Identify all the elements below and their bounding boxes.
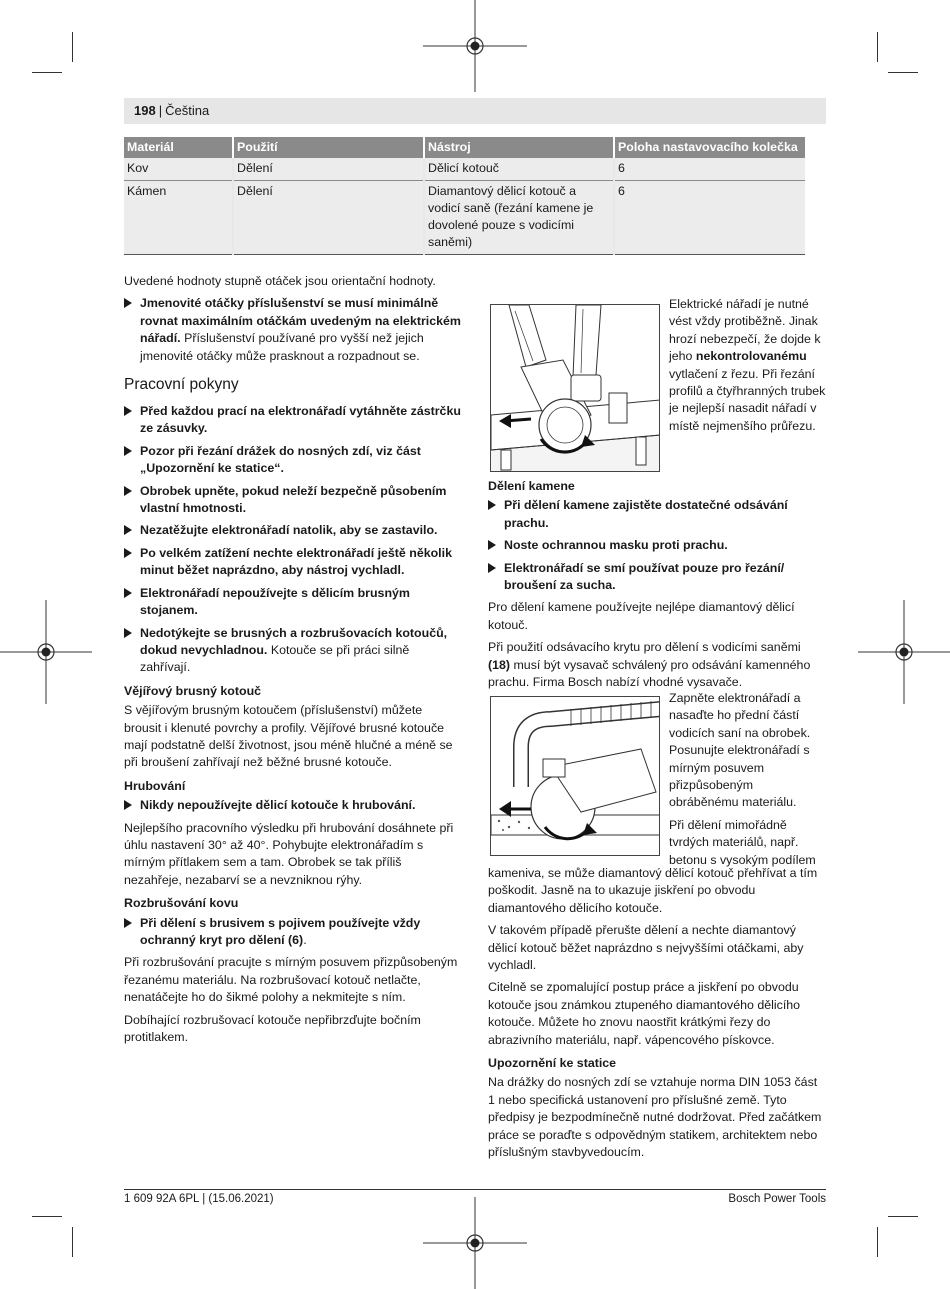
sharpen-text: Citelně se zpomalující postup práce a jiskření po obvodu kotouče jsou známkou ztupeného diamantového dělicího kotouče. Můžete ho znovu naostřit krátkými řezy do abrazivního materiálu, např. vápencového pískovce. xyxy=(488,980,801,1047)
instruction-bullet xyxy=(124,483,462,518)
stone-bullet xyxy=(488,537,826,554)
crop-mark xyxy=(32,1216,62,1217)
footer-divider xyxy=(124,1189,826,1190)
stone-text-1: Pro dělení kamene používejte nejlépe diamantový dělicí kotouč. xyxy=(488,600,795,632)
instruction-rest: Kotouče se při práci silně zahřívají. xyxy=(140,642,410,675)
instruction-bullet xyxy=(124,443,462,478)
roughing-title: Hrubování xyxy=(124,778,186,793)
instruction-bullet xyxy=(124,403,462,438)
bullet-triangle-icon xyxy=(124,588,132,598)
bullet-triangle-icon xyxy=(488,563,496,573)
direction-text-bold: nekontrolovanému xyxy=(695,349,807,364)
statics-text: Na drážky do nosných zdí se vztahuje norma DIN 1053 část 1 nebo specifická ustanovení pro příslušné země. Tyto předpisy je bezpodmínečně nutné dodržovat. Před začátkem práce se poraďte s odpovědným statikem, architektem nebo příslušným stavbyvedoucím. xyxy=(488,1075,822,1160)
stone-text-2 xyxy=(488,639,826,691)
right-column-lower xyxy=(488,865,826,1167)
cutting-direction-text xyxy=(669,296,826,435)
table-cell: Dělicí kotouč xyxy=(424,158,614,181)
instruction-bullet xyxy=(124,545,462,580)
flap-disc-title: Vějířový brusný kotouč xyxy=(124,683,262,698)
table-header-cell: Nástroj xyxy=(424,137,614,158)
roughing-bullet xyxy=(124,797,462,814)
table-row xyxy=(124,181,805,255)
crop-mark xyxy=(877,1227,878,1257)
table-cell: 6 xyxy=(614,158,805,181)
metal-cutting-end: . xyxy=(303,933,307,947)
cooldown-text: V takovém případě přerušte dělení a nechte diamantový dělicí kotouč běžet naprázdno s nejvyššími otáčkami, aby vychladl. xyxy=(488,923,804,973)
guide-sled-drawing xyxy=(491,697,660,856)
guide-sled-text-1: Zapněte elektronářadí a nasaďte ho přední částí vodicích saní na obrobek. Posunujte elektronářadí s mírným posuvem přizpůsobeným obráběnému materiálu. xyxy=(669,691,811,810)
bullet-triangle-icon xyxy=(124,486,132,496)
page-header xyxy=(124,98,826,124)
flap-disc-text: S vějířovým brusným kotoučem (příslušenství) můžete brousit i klenuté povrchy a profily. Vějířové brusné kotouče mají podstatně delší životnost, jsou méně hlučné a méně se při broušení zahřívají než běžné brusné kotouče. xyxy=(124,703,453,770)
crop-mark xyxy=(888,1216,918,1217)
metal-cutting-ref: (6) xyxy=(284,933,304,947)
roughing-text: Nejlepšího pracovního výsledku při hrubování dosáhnete při úhlu nastavení 30° až 40°. Pohybujte elektronářadím s mírným přítlakem sem a tam. Obrobek se tak příliš nezahřeje, nezabarví se a nevzniknou rýhy. xyxy=(124,820,454,887)
metal-cutting-text-2: Dobíhající rozbrušovací kotouče nepřibrzďujte bočním protitlakem. xyxy=(124,1012,421,1045)
bullet-triangle-icon xyxy=(124,298,132,308)
direction-text-post: vytlačení z řezu. Při řezání profilů a čtyřhranných trubek je nejlepší nasadit nářadí v místě nejmenšího průřezu. xyxy=(669,366,826,433)
settings-table xyxy=(124,137,805,255)
bullet-triangle-icon xyxy=(124,548,132,558)
crop-mark xyxy=(72,1227,73,1257)
header-language: Čeština xyxy=(165,103,210,119)
warning-bullet xyxy=(124,295,462,365)
table-cell: 6 xyxy=(614,181,805,255)
footer-brand: Bosch Power Tools xyxy=(728,1193,826,1205)
instruction-bullet xyxy=(124,585,462,620)
bullet-triangle-icon xyxy=(124,800,132,810)
stone-bullet-text: Při dělení kamene zajistěte dostatečné odsávání prachu. xyxy=(504,498,788,530)
cutting-direction-illustration xyxy=(490,304,660,472)
direction-text-pre: Elektrické nářadí je nutné vést vždy protiběžně. Jinak hrozí nebezpečí, že dojde k jeho xyxy=(669,297,821,364)
bullet-triangle-icon xyxy=(124,406,132,416)
stone-bullet-text: Noste ochrannou masku proti prachu. xyxy=(504,538,728,553)
instruction-text: Nezatěžujte elektronářadí natolik, aby se zastavilo. xyxy=(140,523,438,538)
cutting-drawing xyxy=(491,305,660,472)
header-separator: | xyxy=(158,103,163,119)
instruction-bullet xyxy=(124,522,462,539)
instruction-text: Po velkém zatížení nechte elektronářadí ještě několik minut běžet naprázdno, aby nástroj vychladl. xyxy=(140,545,452,578)
statics-title: Upozornění ke statice xyxy=(488,1056,617,1071)
table-header-row xyxy=(124,137,805,158)
bullet-triangle-icon xyxy=(124,628,132,638)
metal-cutting-title: Rozbrušování kovu xyxy=(124,896,239,911)
bullet-triangle-icon xyxy=(124,446,132,456)
table-header-cell: Použití xyxy=(233,137,424,158)
table-row xyxy=(124,158,805,181)
crop-mark xyxy=(888,72,918,73)
table-cell: Kámen xyxy=(124,181,233,255)
table-cell: Diamantový dělicí kotouč a vodicí saně (řezání kamene je dovolené pouze s vodicími saněmi) xyxy=(424,181,614,255)
instruction-text: Elektronářadí nepoužívejte s dělicím brusným stojanem. xyxy=(140,585,410,618)
warning-rest: Příslušenství používané pro vyšší než jejich jmenovité otáčky může prasknout a rozpadnout se. xyxy=(140,331,424,363)
stone-text-2-post: musí být vysavač schválený pro odsávání kamenného prachu. Firma Bosch nabízí vhodné vysavače. xyxy=(488,657,811,690)
bullet-triangle-icon xyxy=(124,918,132,928)
registration-mark-left xyxy=(0,600,92,704)
stone-bullet xyxy=(488,497,826,532)
table-cell: Dělení xyxy=(233,158,424,181)
stone-bullet-text: Elektronářadí se smí používat pouze pro řezání/ broušení za sucha. xyxy=(504,560,785,593)
bullet-triangle-icon xyxy=(124,525,132,535)
speed-note: Uvedené hodnoty stupně otáček jsou orientační hodnoty. xyxy=(124,274,436,288)
stone-text-2-pre: Při použití odsávacího krytu pro dělení s vodicími saněmi xyxy=(488,640,801,655)
registration-mark-bottom xyxy=(423,1197,527,1289)
guide-sled-text xyxy=(669,690,826,869)
roughing-bullet-text: Nikdy nepoužívejte dělicí kotouče k hrubování. xyxy=(140,798,416,813)
instruction-bold: Nedotýkejte se brusných a rozbrušovacích kotoučů, dokud nevychladnou. xyxy=(140,625,448,657)
instruction-text: Obrobek upněte, pokud neleží bezpečně působením vlastní hmotnosti. xyxy=(140,483,447,516)
metal-cutting-bullet xyxy=(124,915,462,950)
metal-cutting-bold: Při dělení s brusivem s pojivem používejte vždy ochranný kryt pro dělení xyxy=(140,915,421,947)
instruction-text: Pozor při řezání drážek do nosných zdí, viz část „Upozornění ke statice“. xyxy=(140,443,421,476)
stone-cutting-section xyxy=(488,478,826,696)
guide-sled-text-2: Při dělení mimořádně tvrdých materiálů, např. betonu s vysokým podílem xyxy=(669,817,816,867)
page-number: 198 xyxy=(134,103,156,119)
crop-mark xyxy=(877,32,878,62)
instruction-text: Před každou prací na elektronářadí vytáhněte zástrčku ze zásuvky. xyxy=(140,404,461,436)
crop-mark xyxy=(32,72,62,73)
section-title: Pracovní pokyny xyxy=(124,376,239,394)
bullet-triangle-icon xyxy=(488,540,496,550)
stone-cutting-title: Dělení kamene xyxy=(488,479,575,493)
metal-cutting-text-1: Při rozbrušování pracujte s mírným posuvem přizpůsobeným řezanému materiálu. Na rozbrušovací kotouč netlačte, nenatáčejte ho do šikmé polohy a nekmitejte s ním. xyxy=(124,955,458,1005)
table-header-cell: Poloha nastavovacího kolečka xyxy=(614,137,805,158)
registration-mark-top xyxy=(423,0,527,92)
stone-bullet xyxy=(488,560,826,595)
overheat-text: kameniva, se může diamantový dělicí kotouč přehřívat a tím poškodit. Jasně na to ukazuje jiskření po obvodu diamantového dělicího kotouče. xyxy=(488,866,818,915)
guide-sled-illustration xyxy=(490,696,660,856)
left-column xyxy=(124,273,462,1051)
table-cell: Kov xyxy=(124,158,233,181)
warning-bold: Jmenovité otáčky příslušenství se musí minimálně rovnat maximálním otáčkám uvedeným na elektrickém nářadí. xyxy=(140,296,461,346)
stone-text-2-ref: (18) xyxy=(488,657,511,672)
instruction-bullet xyxy=(124,625,462,677)
registration-mark-right xyxy=(858,600,950,704)
table-cell: Dělení xyxy=(233,181,424,255)
table-header-cell: Materiál xyxy=(124,137,233,158)
crop-mark xyxy=(72,32,73,62)
bullet-triangle-icon xyxy=(488,500,496,510)
footer-document-id: 1 609 92A 6PL | (15.06.2021) xyxy=(124,1193,274,1205)
